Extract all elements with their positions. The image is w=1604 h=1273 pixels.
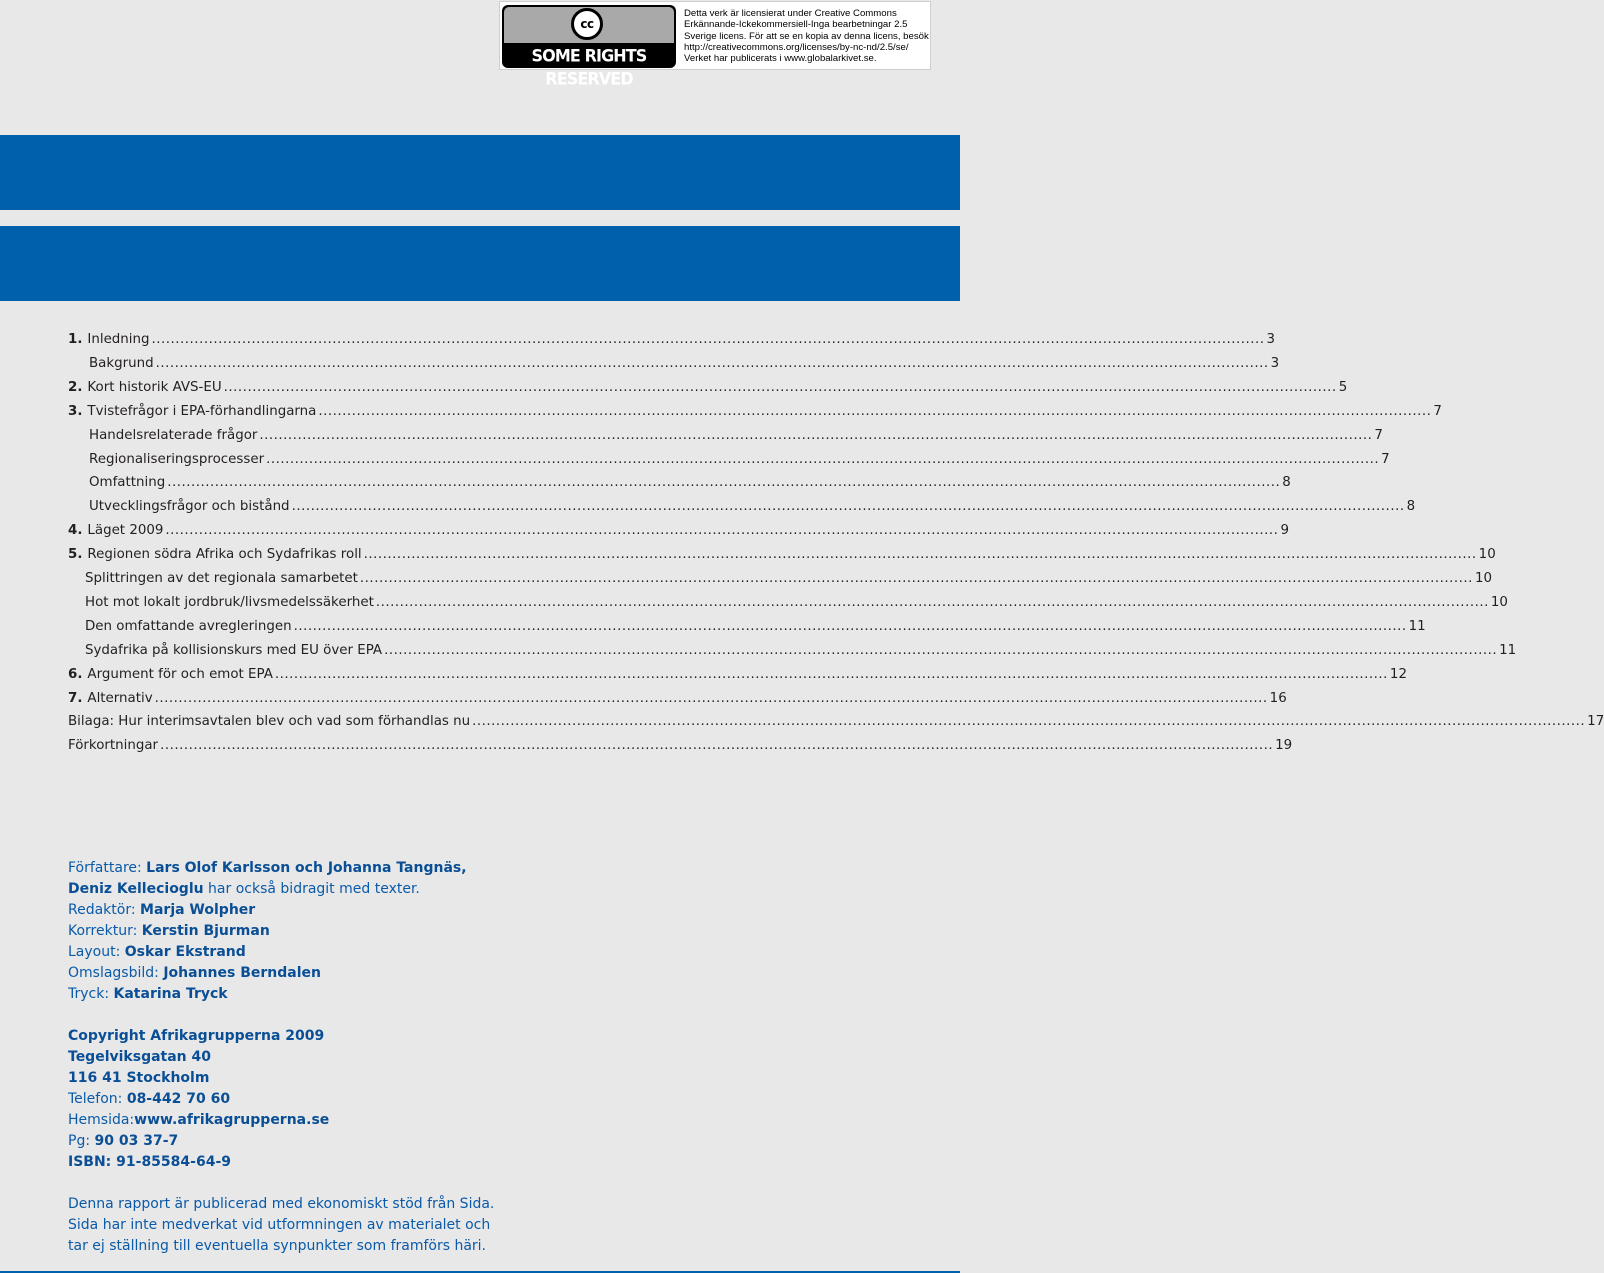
toc-entry[interactable] xyxy=(68,379,1348,404)
toc-title: Utvecklingsfrågor och bistånd xyxy=(89,499,290,515)
toc-title: Omfattning xyxy=(89,475,166,491)
cover-line xyxy=(68,965,321,981)
toc-number: 2. xyxy=(68,379,83,395)
toc-title: Tvistefrågor i EPA-förhandlingarna xyxy=(87,403,317,419)
city-line xyxy=(68,1070,209,1086)
toc-entry[interactable] xyxy=(85,642,1517,667)
print-line xyxy=(68,986,228,1002)
print-label: Tryck: xyxy=(68,986,114,1002)
toc-title: Inledning xyxy=(87,332,150,347)
toc-number: 1. xyxy=(68,332,83,347)
toc-entry[interactable] xyxy=(89,475,1291,499)
toc-page-number: 9 xyxy=(1280,523,1289,539)
license-url[interactable]: http://creativecommons.org/licenses/by-nc-nd/2.5/se/ xyxy=(684,41,909,53)
license-line: Erkännande-Ickekommersiell-Inga bearbetningar 2.5 xyxy=(684,19,908,31)
license-line: Detta verk är licensierat under Creative Commons xyxy=(684,8,897,19)
toc-entry[interactable] xyxy=(68,714,1604,738)
license-box xyxy=(499,1,931,89)
pg-label: Pg: xyxy=(68,1133,95,1149)
isbn: ISBN: 91-85584-64-9 xyxy=(68,1154,231,1170)
toc-leader-dots xyxy=(364,547,1477,562)
toc-leader-dots xyxy=(275,667,1388,682)
toc-entry[interactable] xyxy=(68,403,1442,428)
toc-leader-dots xyxy=(360,571,1473,586)
toc-page-number: 10 xyxy=(1490,594,1508,610)
editor-name: Marja Wolpher xyxy=(140,902,256,918)
toc-title: Regionen södra Afrika och Sydafrikas roll xyxy=(87,547,362,563)
copyright: Copyright Afrikagrupperna 2009 xyxy=(68,1028,325,1044)
toc-page-number: 10 xyxy=(1478,547,1496,563)
toc-page-number: 8 xyxy=(1406,499,1416,515)
layout-line xyxy=(68,944,246,960)
toc-number: 3. xyxy=(68,403,83,419)
toc-title: Hot mot lokalt jordbruk/livsmedelssäkerhet xyxy=(85,594,374,610)
toc-entry[interactable] xyxy=(68,666,1407,691)
isbn-line xyxy=(68,1154,231,1170)
toc-page-number: 7 xyxy=(1433,403,1442,419)
toc-number: 7. xyxy=(68,690,83,706)
toc-page-number: 7 xyxy=(1374,427,1383,443)
authors-label: Författare: xyxy=(68,860,147,876)
toc-title: Den omfattande avregleringen xyxy=(85,618,292,634)
phone-number: 08-442 70 60 xyxy=(126,1091,231,1107)
pg-line xyxy=(68,1133,178,1149)
funding-line: Sida har inte medverkat vid utformningen av materialet och xyxy=(68,1217,491,1233)
toc-leader-dots xyxy=(294,619,1407,634)
editor-line xyxy=(68,902,255,918)
toc-page-number: 10 xyxy=(1474,571,1492,586)
contributor-suffix: har också bidragit med texter. xyxy=(203,881,420,897)
header-band-bottom xyxy=(0,226,960,301)
toc-entry[interactable] xyxy=(68,523,1289,547)
toc-entry[interactable] xyxy=(85,571,1492,595)
authors-names: Lars Olof Karlsson och Johanna Tangnäs, xyxy=(146,860,467,876)
toc-leader-dots xyxy=(259,428,1372,443)
toc-leader-dots xyxy=(318,404,1431,419)
cover-name: Johannes Berndalen xyxy=(163,965,321,981)
funding-line: Denna rapport är publicerad med ekonomiskt stöd från Sida. xyxy=(68,1196,495,1212)
toc-title: Förkortningar xyxy=(68,738,159,754)
license-text xyxy=(684,8,930,64)
toc-entry[interactable] xyxy=(89,499,1416,523)
toc-page-number: 3 xyxy=(1270,355,1280,371)
cover-label: Omslagsbild: xyxy=(68,965,164,981)
print-name: Katarina Tryck xyxy=(113,986,228,1002)
toc-leader-dots xyxy=(266,452,1379,467)
layout-label: Layout: xyxy=(68,944,125,960)
authors-line xyxy=(68,860,467,876)
toc-page-number: 19 xyxy=(1275,738,1293,754)
toc-leader-dots xyxy=(155,691,1268,706)
funding-line: tar ej ställning till eventuella synpunkter som framförs häri. xyxy=(68,1238,487,1254)
toc-title: Argument för och emot EPA xyxy=(87,666,273,682)
toc-title: Bakgrund xyxy=(89,355,154,371)
toc-entry[interactable] xyxy=(85,594,1508,619)
license-line: Sverige licens. För att se en kopia av denna licens, besök xyxy=(684,30,929,42)
toc-page-number: 8 xyxy=(1282,475,1291,491)
proof-name: Kerstin Bjurman xyxy=(141,923,270,939)
toc-leader-dots xyxy=(384,643,1497,658)
toc-title: Alternativ xyxy=(87,690,153,706)
toc-page-number: 11 xyxy=(1408,618,1426,634)
toc-title: Regionaliseringsprocesser xyxy=(89,451,265,467)
toc-entry[interactable] xyxy=(85,618,1426,643)
proof-label: Korrektur: xyxy=(68,923,142,939)
toc-entry[interactable] xyxy=(89,427,1383,452)
phone-label: Telefon: xyxy=(68,1091,127,1107)
toc-leader-dots xyxy=(152,332,1265,347)
toc-entry[interactable] xyxy=(68,332,1276,356)
toc-leader-dots xyxy=(292,499,1405,514)
contributor-line xyxy=(68,881,420,897)
toc-title: Läget 2009 xyxy=(87,523,164,539)
toc-leader-dots xyxy=(376,595,1489,610)
toc-entry[interactable] xyxy=(68,738,1293,762)
some-rights-reserved-label: SOME RIGHTS RESERVED xyxy=(531,45,647,89)
web-line xyxy=(68,1112,329,1128)
web-link[interactable]: www.afrikagrupperna.se xyxy=(134,1112,330,1128)
pg-number: 90 03 37-7 xyxy=(94,1133,179,1149)
toc-title: Splittringen av det regionala samarbetet xyxy=(85,571,358,586)
layout-name: Oskar Ekstrand xyxy=(124,944,246,960)
header-band-top xyxy=(0,135,960,210)
toc-number: 5. xyxy=(68,547,83,563)
toc-page-number: 11 xyxy=(1499,642,1517,658)
toc-page-number: 12 xyxy=(1389,666,1407,682)
toc-page-number: 17 xyxy=(1587,714,1604,730)
cc-icon: cc xyxy=(571,8,603,40)
toc-entry[interactable] xyxy=(89,451,1390,476)
license-line: Verket har publicerats i www.globalarkivet.se. xyxy=(684,53,877,65)
web-label: Hemsida: xyxy=(68,1112,135,1128)
toc-entry[interactable] xyxy=(89,355,1280,380)
editor-label: Redaktör: xyxy=(68,902,141,918)
phone-line xyxy=(68,1091,230,1107)
toc-number: 6. xyxy=(68,666,83,682)
toc-entry[interactable] xyxy=(68,690,1287,715)
contributor-name: Deniz Kellecioglu xyxy=(68,881,204,897)
toc-title: Kort historik AVS-EU xyxy=(87,379,222,395)
toc-page-number: 16 xyxy=(1269,690,1287,706)
toc-leader-dots xyxy=(160,738,1273,753)
copyright-line xyxy=(68,1028,324,1044)
toc-page-number: 3 xyxy=(1266,332,1276,347)
proof-line xyxy=(68,923,270,939)
toc-leader-dots xyxy=(165,523,1278,538)
toc-leader-dots xyxy=(472,714,1585,729)
toc-leader-dots xyxy=(224,380,1337,395)
city: 116 41 Stockholm xyxy=(68,1070,210,1086)
toc-title: Bilaga: Hur interimsavtalen blev och vad som förhandlas nu xyxy=(68,714,471,730)
street-line xyxy=(68,1049,211,1065)
toc-leader-dots xyxy=(167,475,1280,490)
toc-number: 4. xyxy=(68,523,83,539)
toc-page-number: 7 xyxy=(1381,451,1390,467)
street: Tegelviksgatan 40 xyxy=(68,1049,212,1065)
creative-commons-logo xyxy=(502,5,676,89)
toc-title: Sydafrika på kollisionskurs med EU över EPA xyxy=(85,642,383,658)
toc-page-number: 5 xyxy=(1338,379,1348,395)
toc-title: Handelsrelaterade frågor xyxy=(89,427,258,443)
toc-entry[interactable] xyxy=(68,547,1496,571)
toc-leader-dots xyxy=(156,356,1269,371)
